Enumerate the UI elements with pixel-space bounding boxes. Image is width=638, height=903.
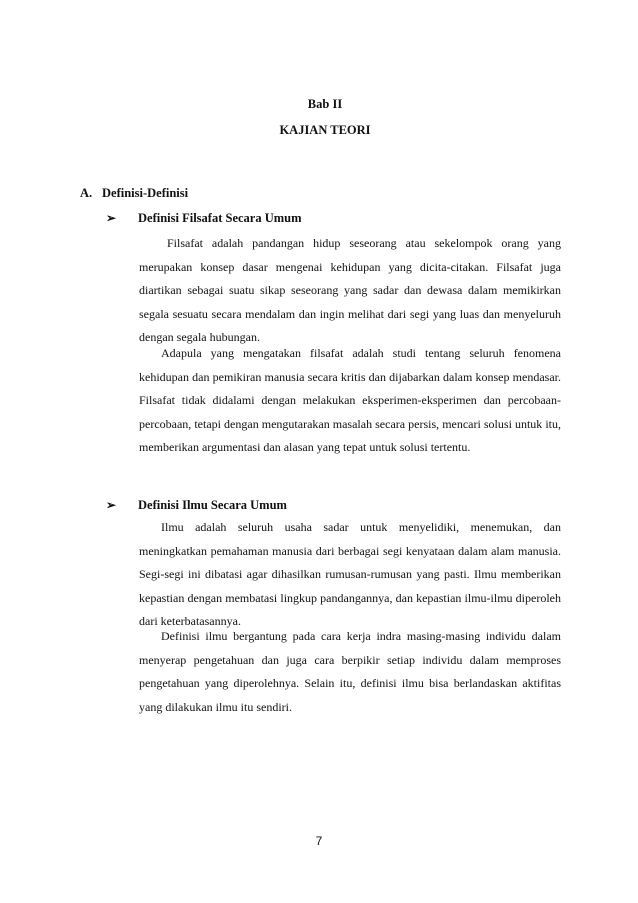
arrow-bullet-icon: ➢ xyxy=(106,498,117,512)
paragraph-ilmu-2: Definisi ilmu bergantung pada cara kerja indra masing-masing individu dalam menyerap pengetahuan dan juga cara berpikir setiap individu dalam memproses pengetahuan yang diperolehnya. Selain itu, definisi ilmu bisa berlandaskan aktifitas yang dilakukan ilmu itu sendiri. xyxy=(139,629,561,714)
subsection-title: Definisi Filsafat Secara Umum xyxy=(138,211,302,225)
chapter-label: Bab II xyxy=(307,97,343,111)
arrow-bullet-icon: ➢ xyxy=(106,211,117,225)
paragraph-filsafat-1: Filsafat adalah pandangan hidup seseorang atau sekelompok orang yang merupakan konsep dasar mengenai kehidupan yang dicita-citakan. Filsafat juga diartikan sebagai suatu sikap seseorang yang sadar dan dewasa dalam memikirkan segala sesuatu secara mendalam dan ingin melihat dari segi yang luas dan menyeluruh dengan segala hubungan. xyxy=(139,236,561,344)
subsection-ilmu-heading xyxy=(106,498,287,513)
paragraph-filsafat-2: Adapula yang mengatakan filsafat adalah studi tentang seluruh fenomena kehidupan dan pemikiran manusia secara kritis dan dijabarkan dalam konsep mendasar. Filsafat tidak didalami dengan melakukan eksperimen-eksperimen dan percobaan-percobaan, tetapi dengan mengutarakan masalah secara persis, mencari solusi untuk itu, memberikan argumentasi dan alasan yang tepat untuk solusi tertentu. xyxy=(139,346,561,454)
paragraph-ilmu-1: Ilmu adalah seluruh usaha sadar untuk menyelidiki, menemukan, dan meningkatkan pemahaman manusia dari berbagai segi kenyataan dalam alam manusia. Segi-segi ini dibatasi agar dihasilkan rumusan-rumusan yang pasti. Ilmu memberikan kepastian dengan membatasi lingkup pandangannya, dan kepastian ilmu-ilmu diperoleh dari keterbatasannya. xyxy=(139,520,561,628)
subsection-title: Definisi Ilmu Secara Umum xyxy=(138,498,287,512)
page-number: 7 xyxy=(315,834,323,848)
chapter-title: KAJIAN TEORI xyxy=(279,123,371,137)
section-title: Definisi-Definisi xyxy=(102,186,189,200)
section-heading xyxy=(80,186,188,201)
subsection-filsafat-heading xyxy=(106,211,302,226)
section-letter: A. xyxy=(80,186,93,200)
